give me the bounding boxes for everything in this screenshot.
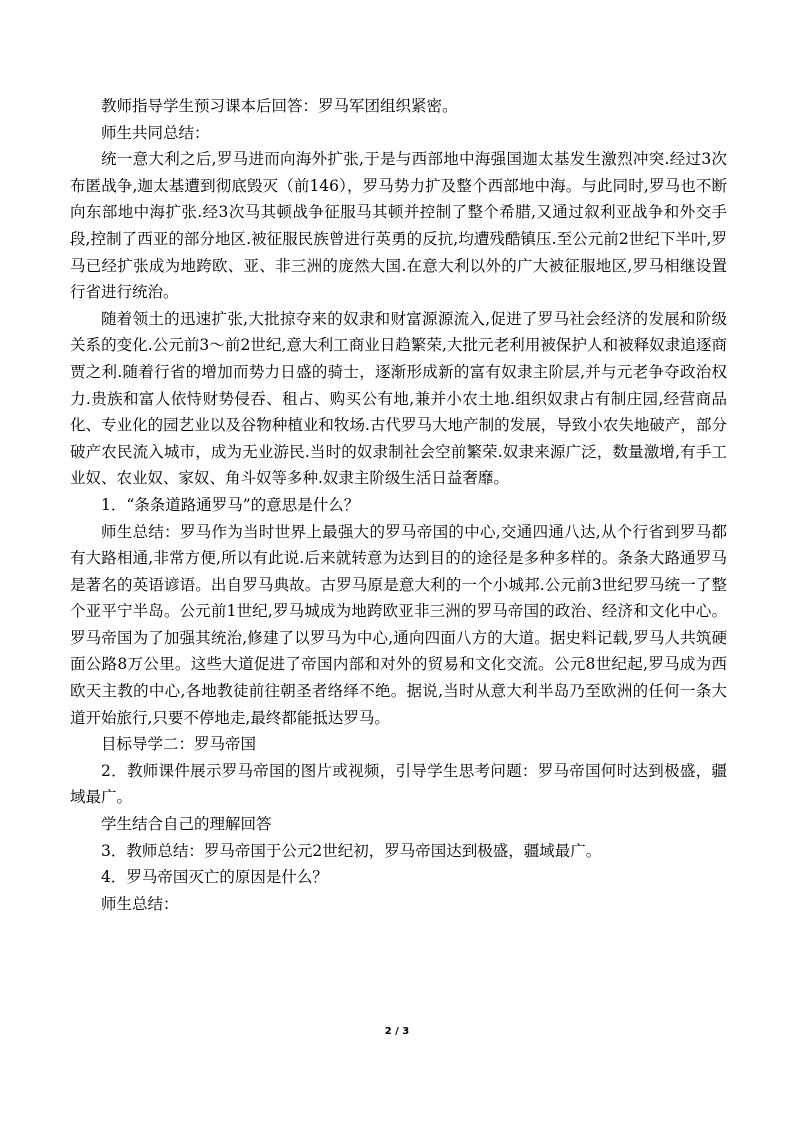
paragraph: 师生总结： <box>101 894 179 913</box>
paragraph: 统一意大利之后,罗马进而向海外扩张,于是与西部地中海强国迦太基发生激烈冲突.经过3次布匿战争,迦太基遭到彻底毁灭（前146），罗马势力扩及整个西部地中海。与此同时,罗马也不断向东部地中海扩张.经3次马其顿战争征服马其顿并控制了整个希腊,又通过叙利亚战争和外交手段,控制了西亚的部分地区.被征服民族曾进行英勇的反抗,均遭残酷镇压.至公元前2世纪下半叶,罗马已经扩张成为地跨欧、亚、非三洲的庞然大国.在意大利以外的广大被征服地区,罗马相继设置行省进行统治。 <box>70 150 727 302</box>
document-body <box>70 93 727 917</box>
section-heading: 目标导学二：罗马帝国 <box>101 735 257 754</box>
paragraph: 教师指导学生预习课本后回答：罗马军团组织紧密。 <box>101 97 458 115</box>
paragraph: 师生总结：罗马作为当时世界上最强大的罗马帝国的中心,交通四通八达,从个行省到罗马都有大路相通,非常方便,所以有此说.后来就转意为达到目的的途径是多种多样的。条条大路通罗马是著名的英语谚语。出自罗马典故。古罗马原是意大利的一个小城邦.公元前3世纪罗马统一了整个亚平宁半岛。公元前1世纪,罗马城成为地跨欧亚非三洲的罗马帝国的政治、经济和文化中心。罗马帝国为了加强其统治,修建了以罗马为中心,通向四面八方的大道。据史料记载,罗马人共筑硬面公路8万公里。这些大道促进了帝国内部和对外的贸易和文化交流。公元8世纪起,罗马成为西欧天主教的中心,各地教徒前往朝圣者络绎不绝。据说,当时从意大利半岛乃至欧洲的任何一条大道开始旅行,只要不停地走,最终都能抵达罗马。 <box>70 522 727 727</box>
question-2: 2．教师课件展示罗马帝国的图片或视频，引导学生思考问题：罗马帝国何时达到极盛，疆域最广。 <box>70 761 727 807</box>
question-1: 1．“条条道路通罗马”的意思是什么？ <box>101 495 360 514</box>
paragraph: 师生共同总结： <box>101 123 210 142</box>
question-4: 4．罗马帝国灭亡的原因是什么？ <box>101 868 328 887</box>
paragraph: 随着领土的迅速扩张,大批掠夺来的奴隶和财富源源流入,促进了罗马社会经济的发展和阶级关系的变化.公元前3～前2世纪,意大利工商业日趋繁荣,大批元老利用被保护人和被释奴隶追逐商贾之利.随着行省的增加而势力日盛的骑士，逐渐形成新的富有奴隶主阶层,并与元老争夺政治权力.贵族和富人依恃财势侵吞、租占、购买公有地,兼并小农土地.组织奴隶占有制庄园,经营商品化、专业化的园艺业以及谷物种植业和牧场.古代罗马大地产制的发展，导致小农失地破产，部分破产农民流入城市，成为无业游民.当时的奴隶制社会空前繁荣.奴隶来源广泛，数量激增,有手工业奴、农业奴、家奴、角斗奴等多种.奴隶主阶级生活日益奢靡。 <box>70 309 727 488</box>
answer-3: 3．教师总结：罗马帝国于公元2世纪初，罗马帝国达到极盛，疆域最广。 <box>101 841 602 860</box>
paragraph: 学生结合自己的理解回答 <box>101 815 272 834</box>
page-number: 2 / 3 <box>384 1026 410 1037</box>
